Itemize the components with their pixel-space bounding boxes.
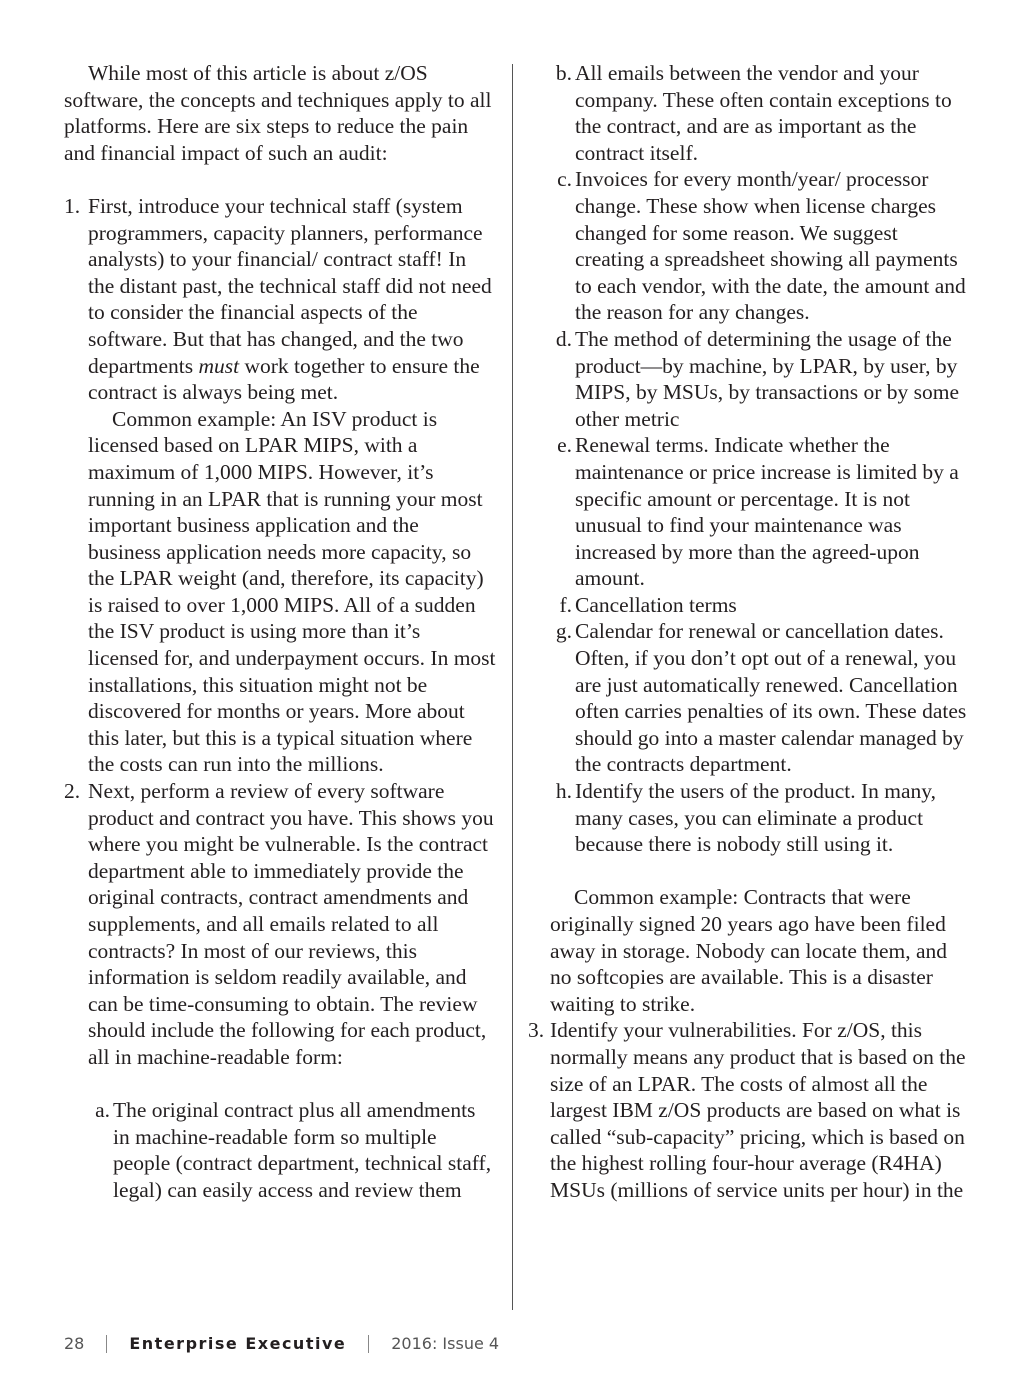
sub-item-text: Identify the users of the product. In many, many cases, you can eliminate a product because there is nobody still using it. [575, 779, 937, 857]
sub-item-a [88, 1097, 496, 1203]
sub-item-list [550, 60, 970, 858]
sub-item-marker: d. [555, 326, 572, 351]
step-1 [64, 193, 496, 778]
sub-item-e [550, 432, 970, 592]
sub-item-marker: h. [555, 779, 572, 804]
step-2-marker: 2. [64, 779, 81, 804]
sub-item-text: The method of determining the usage of the product—by machine, by LPAR, by user, by MIPS, by MSUs, by transactions or by some other metric [575, 326, 960, 431]
sub-item-g [550, 618, 970, 778]
step-1-marker: 1. [64, 193, 81, 218]
sub-item-a-text: The original contract plus all amendments in machine-readable form so multiple people (contract department, technical staff, legal) can easily access and review them [113, 1098, 492, 1202]
sub-item-marker: g. [555, 619, 572, 644]
sub-item-text: Invoices for every month/year/ processor change. These show when license charges changed for some reason. We suggest creating a spreadsheet showing all payments to each vendor, with the date, the amount and the reason for any changes. [575, 167, 966, 325]
issue-label: 2016: Issue 4 [391, 1334, 500, 1353]
sub-item-marker: c. [557, 167, 572, 192]
sub-item-text: All emails between the vendor and your company. These often contain exceptions to the contract, and are as important as the contract itself. [575, 61, 952, 165]
step-3 [528, 1017, 970, 1203]
step-3-text: Identify your vulnerabilities. For z/OS, this normally means any product that is based on the size of an LPAR. The costs of almost all the largest IBM z/OS products are based on what is called “sub-capacity” pricing, which is based on the highest rolling four-hour average (R4HA) MSUs (millions of service units per hour) in the [550, 1018, 966, 1202]
sub-item-text: Cancellation terms [575, 592, 737, 617]
step-1-text: First, introduce your technical staff (system programmers, capacity planners, performance analysts) to your financial/ contract staff! In the distant past, the technical staff did not need to consider the financial aspects of the software. But that has changed, and the two departments must work together to ensure the contract is always being met. [88, 193, 492, 405]
sub-item-d [550, 326, 970, 432]
left-column [64, 60, 496, 1204]
step-2 [64, 778, 496, 1071]
sub-item-marker: f. [559, 592, 572, 617]
example-2-paragraph: Common example: Contracts that were originally signed 20 years ago have been filed away in storage. Nobody can locate them, and no softcopies are available. This is a disaster waiting to strike. [550, 885, 948, 1016]
sub-item-marker: e. [557, 433, 572, 458]
sub-item-c [550, 166, 970, 326]
step-2-text: Next, perform a review of every software product and contract you have. This shows you where you might be vulnerable. Is the contract department able to immediately provide the original contracts, contract amendments and supplements, and all emails related to all contracts? In most of our reviews, this information is seldom readily available, and can be time-consuming to obtain. The review should include the following for each product, all in machine-readable form: [88, 779, 494, 1069]
column-divider [512, 64, 513, 1310]
sub-item-b [550, 60, 970, 166]
sub-item-text: Calendar for renewal or cancellation dates. Often, if you don’t opt out of a renewal, you are just automatically renewed. Cancellation often carries penalties of its own. These dates should go into a master calendar managed by the contracts department. [575, 619, 967, 777]
footer-separator [368, 1335, 369, 1353]
magazine-title: Enterprise Executive [129, 1334, 347, 1353]
footer-separator [106, 1335, 107, 1353]
page-footer [64, 1334, 499, 1353]
sub-item-f [550, 592, 970, 619]
sub-item-marker: b. [555, 61, 572, 85]
right-column [528, 60, 970, 1204]
step-1-example: Common example: An ISV product is licensed based on LPAR MIPS, with a maximum of 1,000 MIPS. However, it’s running in an LPAR that is running your most important business application and the business application needs more capacity, so the LPAR weight (and, therefore, its capacity) is raised to over 1,000 MIPS. All of a sudden the ISV product is using more than it’s licensed for, and underpayment occurs. In most installations, this situation might not be discovered for months or years. More about this later, but this is a typical situation where the costs can run into the millions. [88, 406, 496, 777]
step-3-marker: 3. [528, 1018, 545, 1043]
page-number: 28 [64, 1334, 85, 1353]
sub-item-h [550, 778, 970, 858]
sub-item-text: Renewal terms. Indicate whether the maintenance or price increase is limited by a specific amount or percentage. It is not unusual to find your maintenance was increased by more than the agreed-upon amount. [575, 433, 959, 591]
intro-paragraph: While most of this article is about z/OS software, the concepts and techniques apply to all platforms. Here are six steps to reduce the pain and financial impact of such an audit: [64, 61, 492, 165]
step-1-emphasis: must [198, 353, 240, 378]
sub-item-a-marker: a. [95, 1098, 110, 1123]
